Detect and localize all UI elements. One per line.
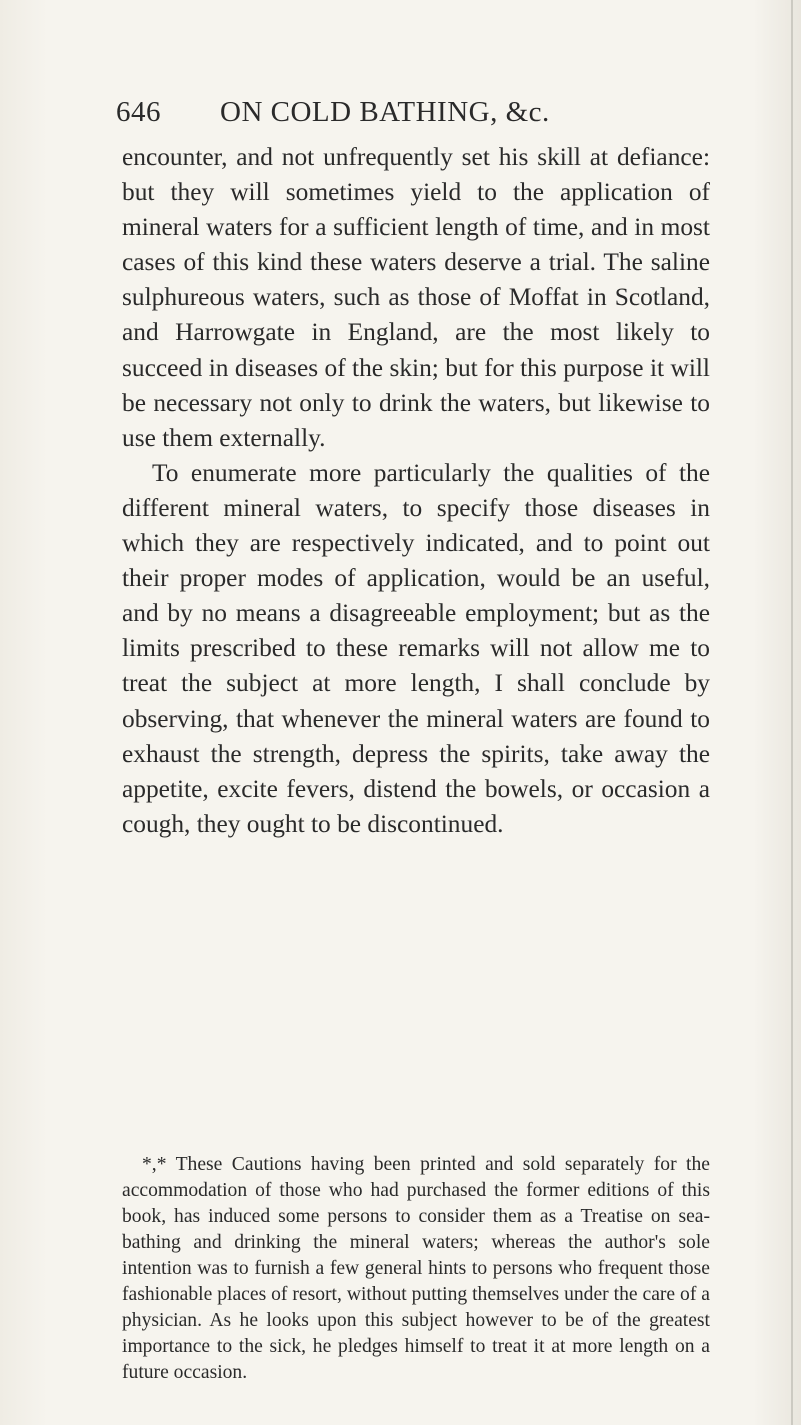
main-text [122, 140, 710, 842]
footnote [122, 1152, 710, 1386]
paragraph-1: encounter, and not unfrequently set his skill at defiance: but they will sometimes yield to the application of mineral waters for a sufficient length of time, and in most cases of this kind these waters deserve a trial. The saline sulphureous waters, such as those of Moffat in Scotland, and Harrowgate in England, are the most likely to succeed in diseases of the skin; but for this purpose it will be necessary not only to drink the waters, but likewise to use them externally. [122, 143, 710, 452]
footnote-text: *,* These Cautions having been printed and sold separately for the accommodation of those who had purchased the former editions of this book, has induced some persons to consider them as a Treatise on sea-bathing and drinking the mineral waters; whereas the author's sole intention was to furnish a few general hints to persons who frequent those fashionable places of resort, without putting themselves under the care of a physician. As he looks upon this subject however to be of the greatest importance to the sick, he pledges himself to treat it at more length on a future occasion. [122, 1154, 710, 1383]
running-header [116, 96, 716, 136]
page-edge [791, 0, 793, 1425]
paragraph-2: To enumerate more particularly the qualities of the different mineral waters, to specify those diseases in which they are respectively indicated, and to point out their proper modes of application, would be an useful, and by no means a disagreeable employment; but as the limits prescribed to these remarks will not allow me to treat the subject at more length, I shall conclude by observing, that whenever the mineral waters are found to exhaust the strength, depress the spirits, take away the appetite, excite fevers, distend the bowels, or occasion a cough, they ought to be discontinued. [122, 458, 710, 838]
page-number: 646 [116, 96, 161, 128]
running-title: ON COLD BATHING, &c. [220, 96, 550, 128]
